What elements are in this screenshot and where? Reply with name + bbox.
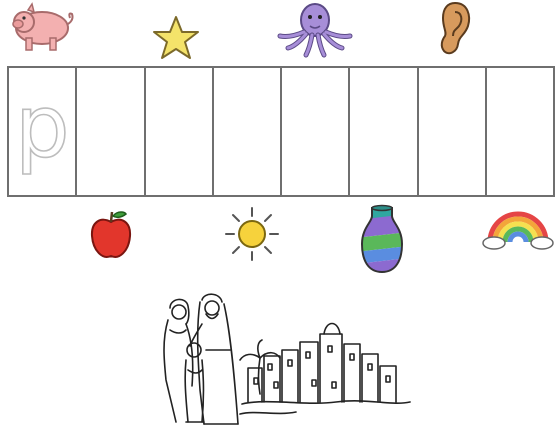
vase-picture: [356, 204, 408, 276]
pig-icon: [6, 2, 78, 54]
sun-icon: [224, 206, 280, 262]
pig-picture: [6, 2, 78, 54]
tracing-box-7[interactable]: [419, 68, 487, 195]
star-picture: [151, 14, 201, 62]
tracing-box-2[interactable]: [77, 68, 145, 195]
ear-icon: [437, 0, 473, 58]
rainbow-picture: [482, 208, 554, 250]
tracing-box-3[interactable]: [146, 68, 214, 195]
tracing-box-5[interactable]: [282, 68, 350, 195]
family-and-city-illustration: [156, 290, 416, 430]
letter-tracing-grid: [7, 66, 555, 197]
apple-icon: [88, 208, 134, 262]
apple-picture: [88, 208, 134, 262]
tracing-box-4[interactable]: [214, 68, 282, 195]
dotted-letter: p: [15, 77, 70, 177]
ear-picture: [437, 0, 473, 58]
sun-picture: [224, 206, 280, 262]
octopus-picture: [276, 0, 354, 60]
star-icon: [151, 14, 201, 62]
family-city-scene: [156, 290, 416, 430]
octopus-icon: [276, 0, 354, 60]
tracing-box-1[interactable]: [9, 68, 77, 195]
tracing-box-6[interactable]: [350, 68, 418, 195]
rainbow-icon: [482, 208, 554, 250]
vase-icon: [356, 204, 408, 276]
tracing-box-8[interactable]: [487, 68, 553, 195]
